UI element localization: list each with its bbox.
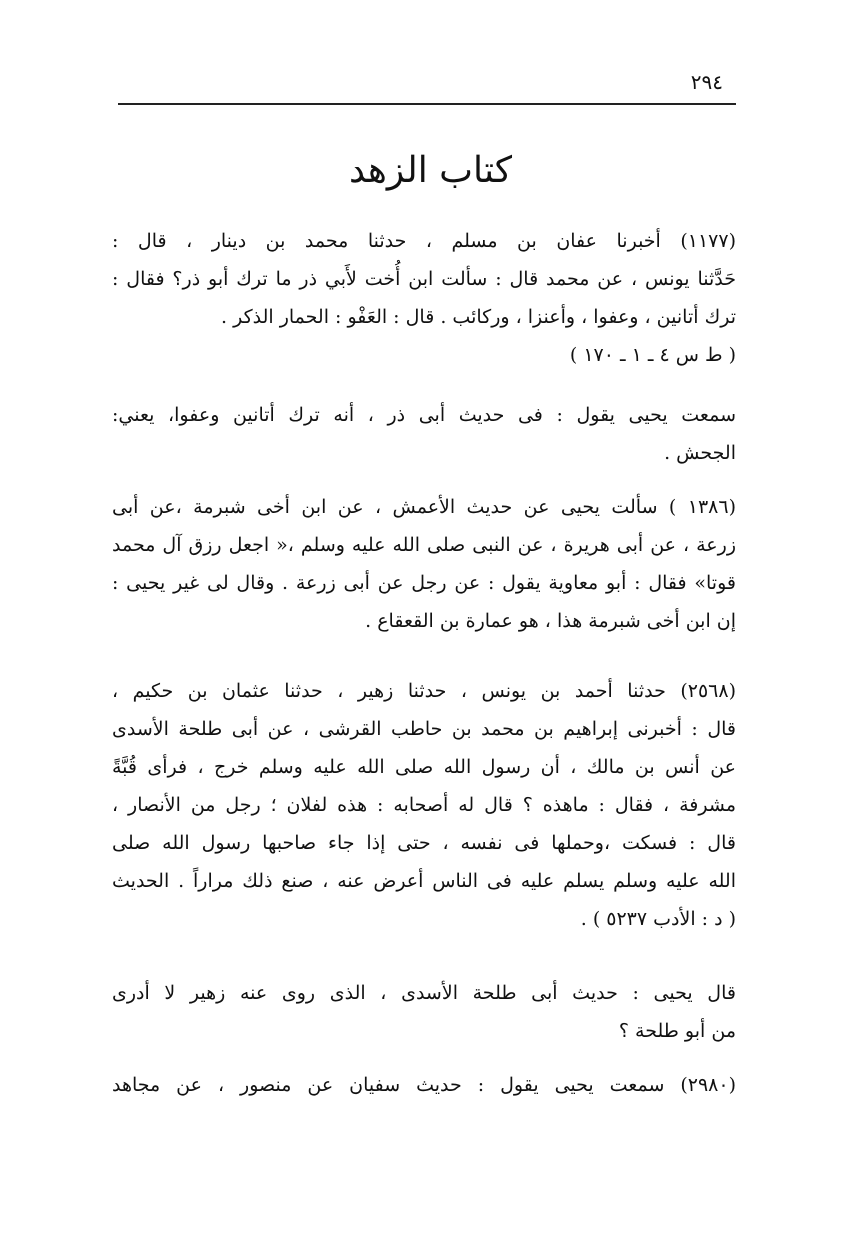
- text-line: قال : فسكت ،وحملها فى نفسه ، حتى إذا جاء صاحبها رسول الله صلى: [112, 832, 736, 854]
- text-line: إن ابن أخى شبرمة هذا ، هو عمارة بن القعقاع .: [365, 610, 736, 632]
- text-line: سمعت يحيى يقول : فى حديث أبى ذر ، أنه ترك أتانين وعفوا، يعني:: [112, 404, 736, 426]
- header-rule: [118, 103, 736, 105]
- text-line: زرعة ، عن أبى هريرة ، عن النبى صلى الله عليه وسلم ،« اجعل رزق آل محمد: [112, 534, 736, 556]
- text-line: (١٣٨٦ ) سألت يحيى عن حديث الأعمش ، عن ابن أخى شبرمة ،عن أبى: [112, 496, 736, 518]
- chapter-title: كتاب الزهد: [348, 150, 513, 191]
- text-line: الله عليه وسلم يسلم عليه فى الناس أعرض عنه ، صنع ذلك مراراً . الحديث: [112, 870, 736, 892]
- text-line: قال يحيى : حديث أبى طلحة الأسدى ، الذى روى عنه زهير لا أدرى: [112, 982, 736, 1004]
- entry-commentary-abu-talha: [112, 974, 736, 1050]
- text-line: قال : أخبرنى إبراهيم بن محمد بن حاطب القرشى ، عن أبى طلحة الأسدى: [112, 718, 736, 740]
- entry-2980: [112, 1066, 736, 1104]
- source-reference: ( د : الأدب ٥٢٣٧ ) .: [580, 908, 736, 930]
- entry-1177: [112, 222, 736, 374]
- text-line: (٢٥٦٨) حدثنا أحمد بن يونس ، حدثنا زهير ، حدثنا عثمان بن حكيم ،: [112, 680, 736, 702]
- text-line: من أبو طلحة ؟: [618, 1020, 736, 1042]
- entry-commentary-abu-dharr: [112, 396, 736, 472]
- entry-1386: [112, 488, 736, 640]
- text-line: مشرفة ، فقال : ماهذه ؟ قال له أصحابه : هذه لفلان ؛ رجل من الأنصار ،: [112, 794, 736, 816]
- text-line: حَدَّثنا يونس ، عن محمد قال : سألت ابن أُخت لأَبي ذر ما ترك أبو ذر؟ فقال :: [112, 268, 736, 290]
- text-line: عن أنس بن مالك ، أن رسول الله صلى الله عليه وسلم خرج ، فرأى قُبَّةً: [112, 756, 736, 778]
- text-line: (٢٩٨٠) سمعت يحيى يقول : حديث سفيان عن منصور ، عن مجاهد: [112, 1074, 736, 1096]
- source-reference: ( ط س ٤ ـ ١ ـ ١٧٠ ): [569, 344, 736, 366]
- page-number: ٢٩٤: [690, 70, 723, 94]
- text-line: قوتا» فقال : أبو معاوية يقول : عن رجل عن أبى زرعة . وقال لى غير يحيى :: [112, 572, 736, 594]
- text-line: ترك أتانين ، وعفوا ، وأعنزا ، وركائب . قال : العَفْو : الحمار الذكر .: [221, 306, 736, 328]
- text-line: الجحش .: [664, 442, 736, 464]
- text-line: (١١٧٧) أخبرنا عفان بن مسلم ، حدثنا محمد بن دينار ، قال :: [112, 230, 736, 252]
- entry-2568: [112, 672, 736, 938]
